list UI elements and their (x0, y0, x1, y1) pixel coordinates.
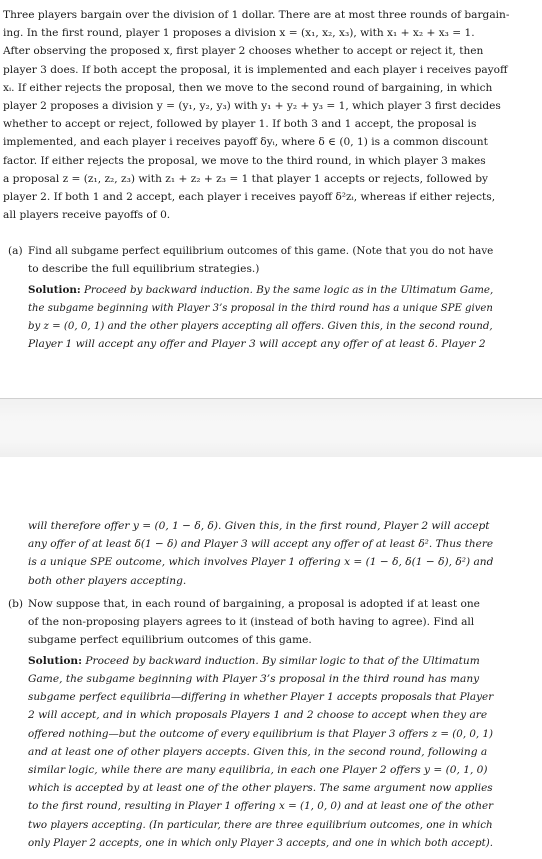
question-line: Find all subgame perfect equilibrium outcomes of this game. (Note that you do not have (28, 245, 494, 257)
part-a-solution-text (28, 299, 493, 354)
text-line: factor. If either rejects the proposal, we move to the third round, in which player 3 makes (3, 154, 486, 167)
solution-line: Game, the subgame beginning with Player 3’s proposal in the third round has many (28, 673, 480, 685)
page-break (0, 398, 542, 458)
text-line: a proposal z = (z₁, z₂, z₃) with z₁ + z₂ + z₃ = 1 that player 1 accepts or rejects, followed by (3, 172, 489, 185)
part-b-question (28, 595, 493, 650)
document-page-1 (0, 0, 542, 398)
solution-line: similar logic, while there are many equilibria, in each one Player 2 offers y = (0, 1, 0) (28, 764, 488, 777)
part-b-label: (b) (8, 598, 24, 610)
solution-line: by z = (0, 0, 1) and the other players accepting all offers. Given this, in the second round, (28, 320, 493, 333)
solution-line: which is accepted by at least one of the other players. The same argument now applies (28, 782, 493, 795)
text-line: player 2. If both 1 and 2 accept, each player i receives payoff δ²zᵢ, whereas if either rejects, (3, 191, 496, 204)
solution-line: 2 will accept, and in which proposals Players 1 and 2 choose to accept when they are (28, 709, 488, 722)
part-a-solution-continued (28, 517, 493, 590)
question-line: of the non-proposing players agrees to it (instead of both having to agree). Find all (28, 616, 475, 629)
solution-line: only Player 2 accepts, one in which only Player 3 accepts, and one in which both accept). (28, 836, 493, 849)
question-line: subgame perfect equilibrium outcomes of this game. (28, 634, 312, 647)
document-page-2 (0, 457, 542, 859)
text-line: player 3 does. If both accept the proposal, it is implemented and each player i receives payoff (3, 63, 508, 76)
text-line: Three players bargain over the division of 1 dollar. There are at most three rounds of bargain- (3, 9, 510, 21)
part-a-solution-first-line: Solution: Proceed by backward induction. By the same logic as in the Ultimatum Game, (28, 284, 494, 296)
problem-statement (3, 6, 538, 224)
part-a-label: (a) (8, 245, 23, 257)
text-line: implemented, and each player i receives payoff δyᵢ, where δ ∈ (0, 1) is a common discount (3, 136, 488, 149)
text-line: After observing the proposed x, first player 2 chooses whether to accept or reject it, then (3, 45, 484, 58)
solution-line: two players accepting. (In particular, there are three equilibrium outcomes, one in which (28, 818, 493, 831)
part-b-solution-first-line: Solution: Proceed by backward induction. By similar logic to that of the Ultimatum (28, 655, 480, 667)
question-line: Now suppose that, in each round of bargaining, a proposal is adopted if at least one (28, 598, 480, 610)
solution-line: will therefore offer y = (0, 1 − δ, δ). Given this, in the first round, Player 2 will accept (28, 520, 490, 532)
solution-line: is a unique SPE outcome, which involves Player 1 offering x = (1 − δ, δ(1 − δ), δ²) and (28, 556, 494, 569)
text-line: xᵢ. If either rejects the proposal, then we move to the second round of bargaining, in which (3, 81, 493, 94)
solution-line: the subgame beginning with Player 3’s proposal in the third round has a unique SPE given (28, 302, 493, 314)
solution-label: Solution: (28, 284, 81, 296)
text-line: all players receive payoffs of 0. (3, 209, 171, 222)
solution-line: and at least one of other players accepts. Given this, in the second round, following a (28, 745, 488, 758)
text-line: whether to accept or reject, followed by player 1. If both 3 and 1 accept, the proposal is (3, 118, 477, 131)
solution-line: to the first round, resulting in Player 1 offering x = (1, 0, 0) and at least one of the other (28, 800, 494, 813)
part-a-question (28, 242, 493, 278)
text-line: ing. In the first round, player 1 proposes a division x = (x₁, x₂, x₃), with x₁ + x₂ + x₃ = 1. (3, 27, 475, 40)
solution-line: offered nothing—but the outcome of every equilibrium is that Player 3 offers z = (0, 0, 1) (28, 727, 494, 740)
solution-line: any offer of at least δ(1 − δ) and Player 3 will accept any offer of at least δ². Thus there (28, 538, 494, 551)
solution-line: Player 1 will accept any offer and Player 3 will accept any offer of at least δ. Player 2 (28, 338, 486, 351)
solution-line: subgame perfect equilibria—differing in whether Player 1 accepts proposals that Player (28, 691, 494, 704)
text-line: player 2 proposes a division y = (y₁, y₂, y₃) with y₁ + y₂ + y₃ = 1, which player 3 first decides (3, 100, 501, 113)
solution-label: Solution: (28, 655, 83, 667)
part-b-solution-text (28, 670, 493, 852)
solution-line: both other players accepting. (28, 574, 187, 587)
question-line: to describe the full equilibrium strategies.) (28, 263, 260, 276)
